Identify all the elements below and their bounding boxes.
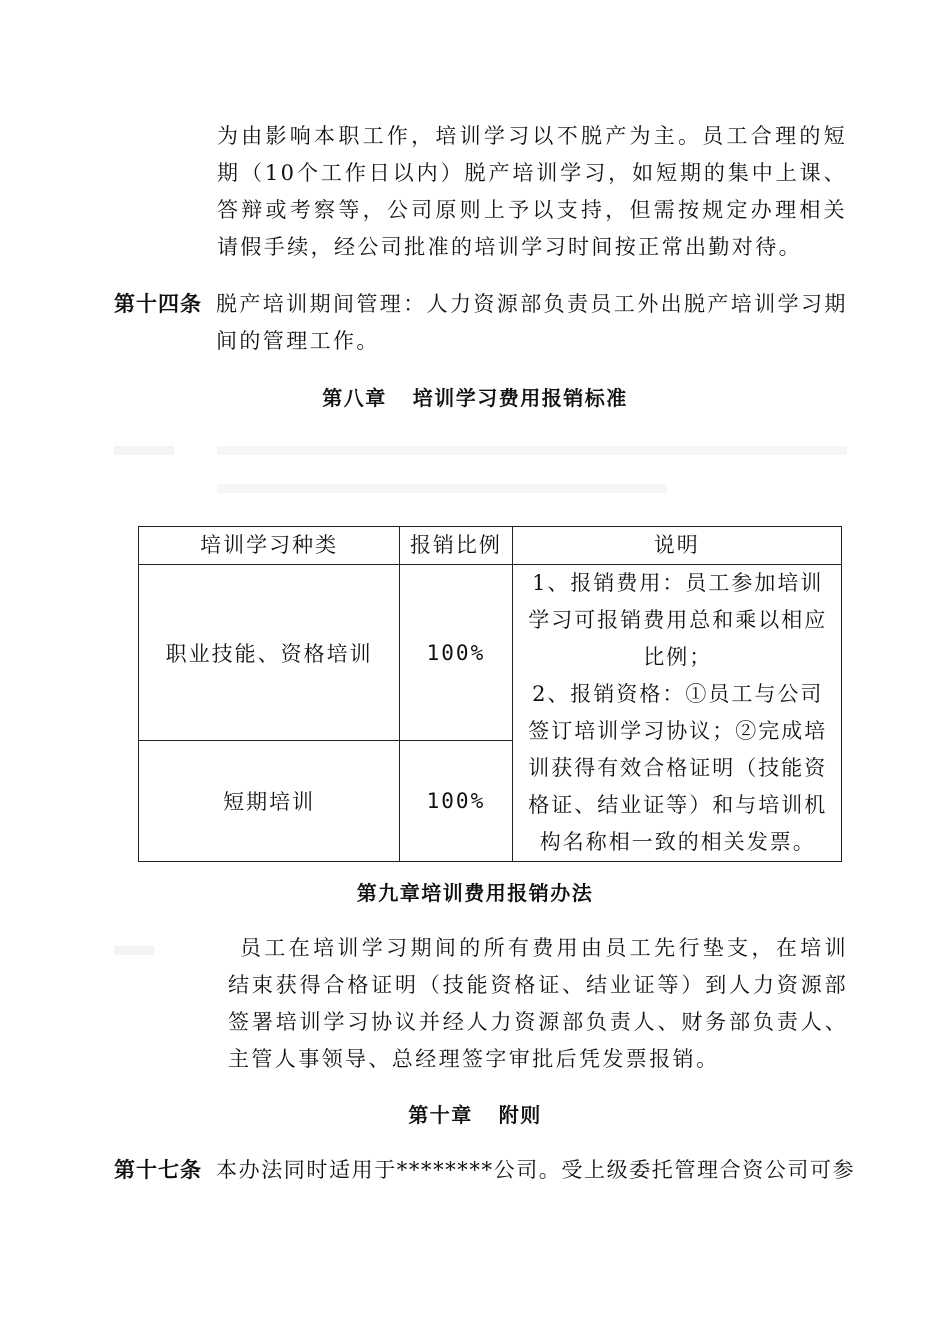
article-17-label: 第十七条 — [114, 1158, 202, 1182]
row-1-type: 职业技能、资格培训 — [139, 565, 400, 741]
article-14-text: 脱产培训期间管理：人力资源部负责员工外出脱产培训学习期间的管理工作。 — [216, 292, 848, 353]
row-2-ratio: 100% — [400, 741, 512, 862]
header-description: 说明 — [512, 527, 841, 565]
chapter-9-heading: 第九章培训费用报销办法 — [356, 881, 594, 905]
table-header-row — [139, 527, 842, 565]
row-1-ratio: 100% — [400, 565, 512, 741]
chapter-8-title: 培训学习费用报销标准 — [412, 386, 628, 410]
chapter-10-title: 附则 — [498, 1103, 542, 1127]
header-reimbursement-ratio: 报销比例 — [400, 527, 512, 565]
header-training-type: 培训学习种类 — [139, 527, 400, 565]
ghost-line — [217, 484, 667, 493]
description-item-1: 1、报销费用：员工参加培训学习可报销费用总和乘以相应比例； — [528, 571, 828, 669]
chapter-9-paragraph: 员工在培训学习期间的所有费用由员工先行垫支，在培训结束获得合格证明（技能资格证、结业证等）到人力资源部签署培训学习协议并经人力资源部负责人、财务部负责人、主管人事领导、总经理签字审批后凭发票报销。 — [228, 936, 848, 1071]
chapter-10-heading — [0, 1100, 950, 1130]
row-2-type: 短期培训 — [139, 741, 400, 862]
fee-standard-table — [138, 526, 842, 862]
table-row — [139, 565, 842, 741]
chapter-8-number: 第八章 — [322, 386, 387, 410]
ghost-line — [217, 446, 847, 455]
ghost-line — [114, 446, 174, 455]
description-item-2: 2、报销资格：①员工与公司签订培训学习协议；②完成培训获得有效合格证明（技能资格证、结业证等）和与培训机构名称相一致的相关发票。 — [528, 682, 828, 854]
chapter-10-number: 第十章 — [408, 1103, 473, 1127]
chapter-8-heading — [0, 383, 950, 413]
description-cell — [512, 565, 841, 862]
intro-paragraph: 为由影响本职工作，培训学习以不脱产为主。员工合理的短期（10个工作日以内）脱产培训学习，如短期的集中上课、答辩或考察等，公司原则上予以支持，但需按规定办理相关请假手续，经公司批准的培训学习时间按正常出勤对待。 — [217, 124, 847, 259]
article-14-label: 第十四条 — [114, 292, 202, 316]
article-17-text: 本办法同时适用于********公司。受上级委托管理合资公司可参 — [216, 1158, 856, 1182]
ghost-line — [114, 946, 154, 955]
